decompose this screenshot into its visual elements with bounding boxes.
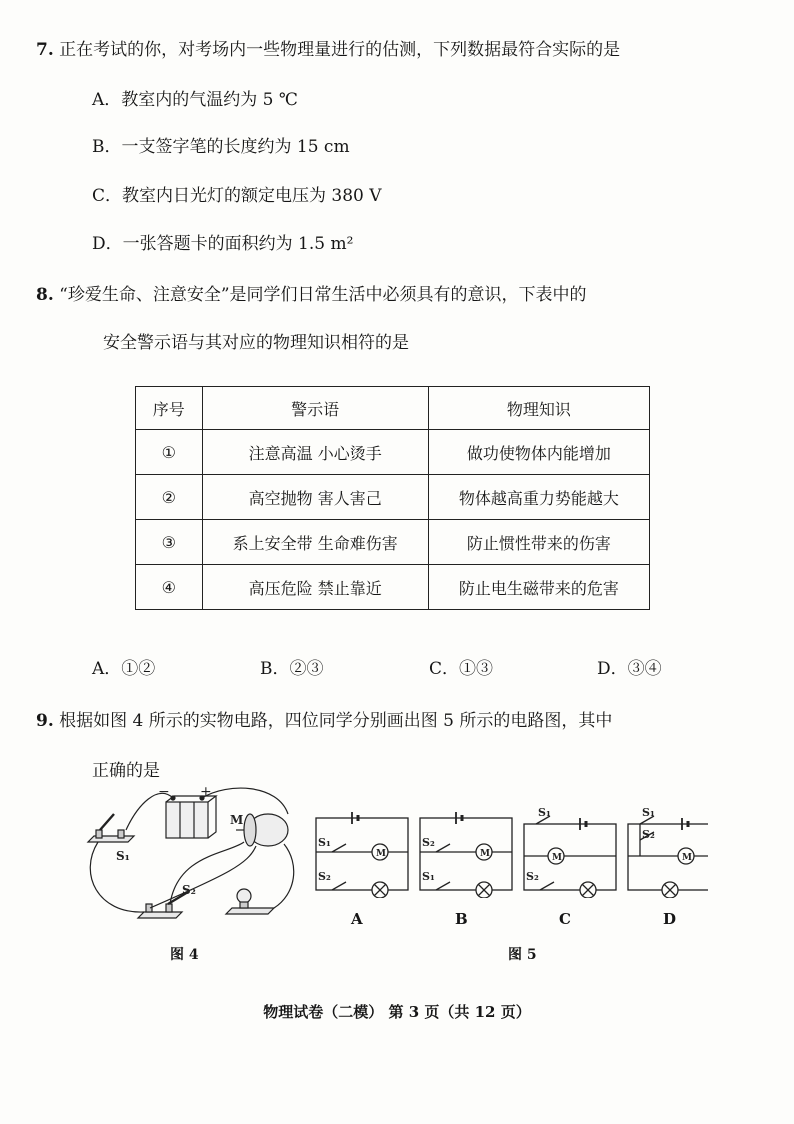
svg-text:S₁: S₁	[642, 808, 655, 819]
q8-option-a: A．①②	[92, 659, 156, 679]
circuit-b-label: B	[455, 910, 468, 928]
table-header: 序号	[136, 387, 203, 430]
lamp-icon	[226, 889, 274, 914]
table-cell: ②	[136, 475, 203, 520]
table-cell: ③	[136, 520, 203, 565]
q8-option-c: C．①③	[429, 659, 494, 679]
circuit-a	[316, 812, 408, 898]
q8-option-d: D．③④	[597, 659, 662, 679]
table-cell: 系上安全带 生命难伤害	[202, 520, 428, 565]
motor-icon	[230, 813, 288, 846]
figure-5-circuit-diagrams	[308, 808, 708, 898]
circuit-d-label: D	[663, 910, 677, 928]
question-9-stem	[36, 706, 612, 731]
figure-5-caption: 图 5	[508, 947, 537, 963]
svg-text:S₂: S₂	[526, 870, 539, 883]
table-row	[136, 520, 650, 565]
q7-option-b: B．一支签字笔的长度约为 15 cm	[92, 137, 350, 157]
figure-4-physical-circuit	[78, 784, 304, 934]
svg-text:S₁: S₁	[422, 870, 435, 883]
table-cell: 防止惯性带来的伤害	[428, 520, 649, 565]
question-7-stem	[36, 35, 620, 60]
plus-label: +	[200, 784, 212, 800]
table-row	[136, 565, 650, 610]
table-row	[136, 475, 650, 520]
safety-warning-table	[135, 386, 650, 610]
table-cell: 做功使物体内能增加	[428, 430, 649, 475]
table-cell: ①	[136, 430, 203, 475]
table-cell: 高压危险 禁止靠近	[202, 565, 428, 610]
question-9-stem-cont: 正确的是	[92, 761, 160, 781]
question-number: 9.	[36, 711, 54, 731]
battery-icon	[158, 784, 216, 838]
table-cell: 物体越高重力势能越大	[428, 475, 649, 520]
s2-label: S₂	[182, 883, 196, 897]
switch-s1-icon	[88, 814, 134, 863]
circuit-d	[628, 808, 708, 898]
question-number: 7.	[36, 40, 54, 60]
figure-4-caption: 图 4	[170, 947, 199, 963]
table-cell: ④	[136, 565, 203, 610]
question-text: 正在考试的你，对考场内一些物理量进行的估测，下列数据最符合实际的是	[59, 40, 621, 60]
table-cell: 注意高温 小心烫手	[202, 430, 428, 475]
circuit-a-label: A	[351, 910, 363, 928]
svg-text:S₂: S₂	[318, 870, 331, 883]
svg-text:S₂: S₂	[642, 828, 655, 841]
circuit-c	[524, 808, 616, 898]
q8-option-b: B．②③	[260, 659, 324, 679]
question-number: 8.	[36, 285, 54, 305]
svg-text:M: M	[552, 853, 562, 863]
s1-label: S₁	[116, 849, 130, 863]
svg-text:S₁: S₁	[538, 808, 551, 819]
svg-text:S₁: S₁	[318, 836, 331, 849]
motor-label: M	[230, 813, 244, 827]
svg-text:M: M	[376, 849, 386, 859]
table-cell: 防止电生磁带来的危害	[428, 565, 649, 610]
svg-text:S₂: S₂	[422, 836, 435, 849]
page-footer: 物理试卷（二模） 第 3 页（共 12 页）	[263, 1003, 531, 1021]
table-header-row	[136, 387, 650, 430]
svg-text:M: M	[480, 849, 490, 859]
question-text: 根据如图 4 所示的实物电路，四位同学分别画出图 5 所示的电路图，其中	[59, 711, 613, 731]
q7-option-c: C．教室内日光灯的额定电压为 380 V	[92, 186, 382, 206]
minus-label: −	[158, 784, 170, 800]
question-text: “珍爱生命、注意安全”是同学们日常生活中必须具有的意识，下表中的	[59, 285, 587, 305]
q7-option-a: A．教室内的气温约为 5 ℃	[92, 90, 298, 110]
circuit-b	[420, 812, 512, 898]
table-row	[136, 430, 650, 475]
table-header: 物理知识	[428, 387, 649, 430]
table-header: 警示语	[202, 387, 428, 430]
question-8-stem-cont: 安全警示语与其对应的物理知识相符的是	[103, 333, 409, 353]
svg-text:M: M	[682, 853, 692, 863]
circuit-c-label: C	[559, 910, 571, 928]
q7-option-d: D．一张答题卡的面积约为 1.5 m²	[92, 234, 354, 254]
question-8-stem	[36, 280, 587, 305]
table-cell: 高空抛物 害人害己	[202, 475, 428, 520]
